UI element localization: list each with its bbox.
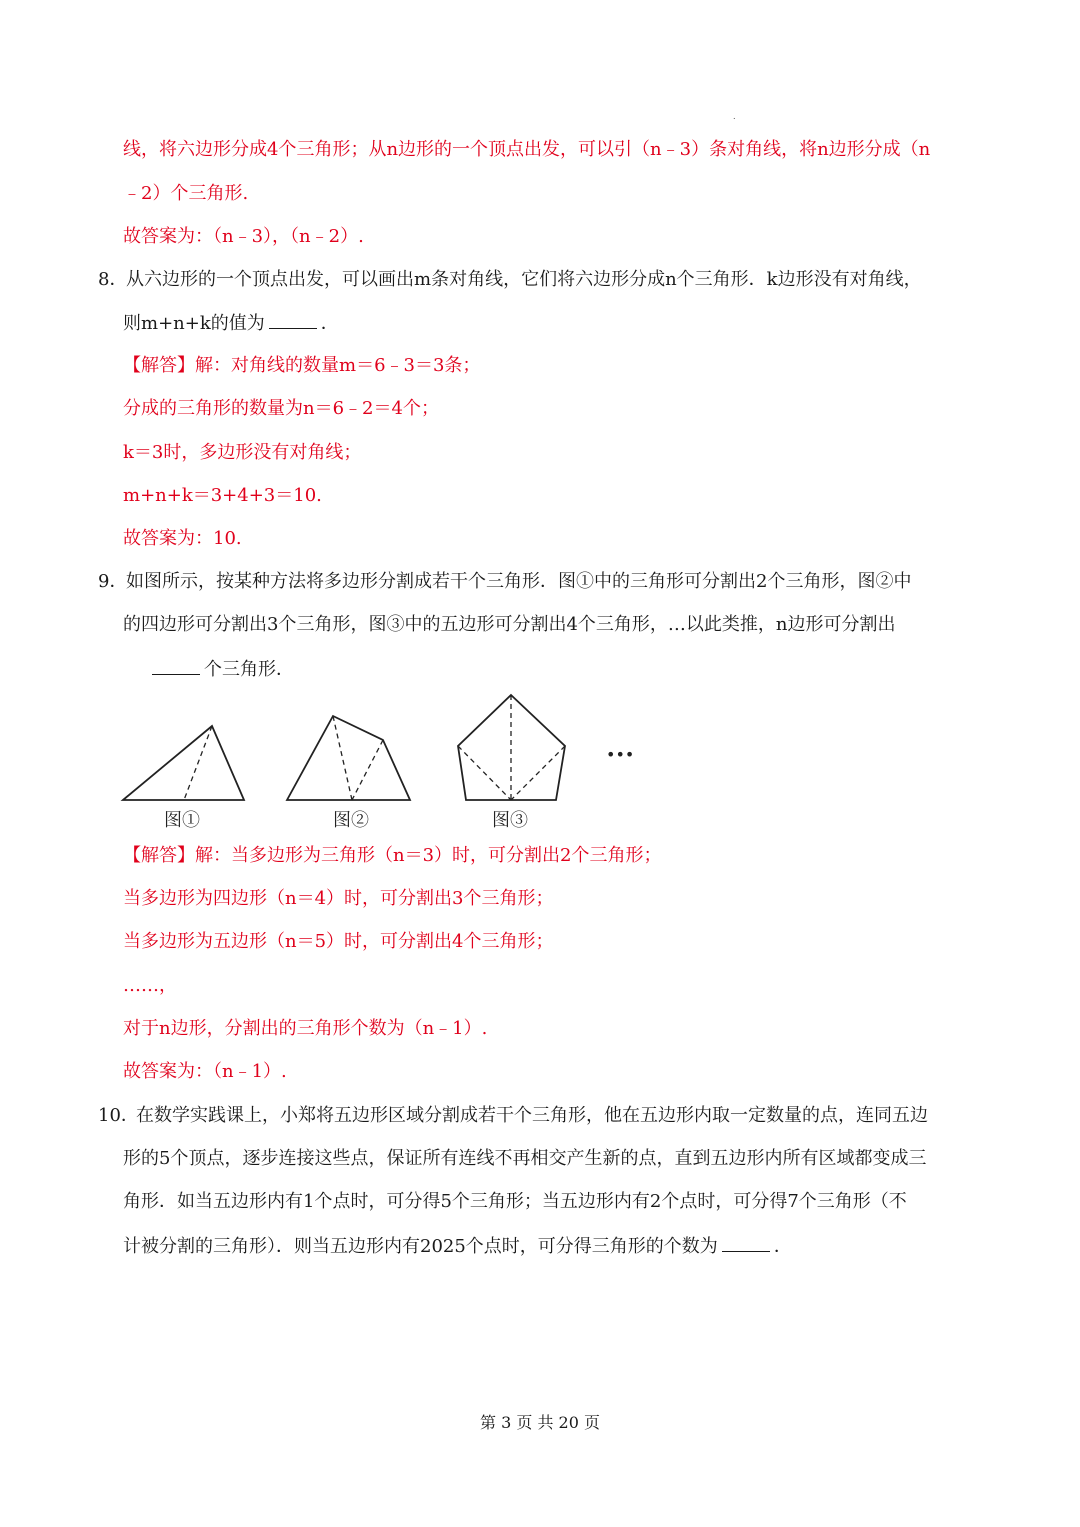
q10-text-line-4	[123, 1233, 792, 1260]
polygon-figures	[118, 690, 635, 835]
q9-text-line-3	[148, 656, 294, 683]
scan-dot: .	[733, 112, 736, 121]
q10-text-line-3: 角形．如当五边形内有1个点时，可分得5个三角形；当五边形内有2个点时，可分得7个三角形（不	[123, 1191, 907, 1212]
figure-1-triangle	[123, 726, 244, 800]
q10-text-line-1: 在数学实践课上，小郑将五边形区域分割成若干个三角形，他在五边形内取一定数量的点，连同五边	[136, 1105, 928, 1126]
q9-text-line-2: 的四边形可分割出3个三角形，图③中的五边形可分割出4个三角形，…以此类推，n边形可分割出	[123, 614, 896, 635]
prev-solution-line-1: 线，将六边形分成4个三角形；从n边形的一个顶点出发，可以引（n﹣3）条对角线，将n边形分成（n	[123, 139, 931, 160]
q9-text-line-1: 如图所示，按某种方法将多边形分割成若干个三角形．图①中的三角形可分割出2个三角形，图②中	[126, 571, 912, 592]
q8-solution-line-1: 【解答】解：对角线的数量m＝6﹣3＝3条；	[123, 355, 481, 376]
q9-answer-blank	[152, 656, 200, 675]
q8-text-line-1: 从六边形的一个顶点出发，可以画出m条对角线，它们将六边形分成n个三角形．k边形没有对角线，	[126, 269, 922, 290]
q8-number: 8．	[98, 269, 128, 290]
q9-solution-line-1: 【解答】解：当多边形为三角形（n＝3）时，可分割出2个三角形；	[123, 845, 662, 866]
q10-text-line-2: 形的5个顶点，逐步连接这些点，保证所有连线不再相交产生新的点，直到五边形内所有区域都变成三	[123, 1148, 927, 1169]
figure-2-quadrilateral	[287, 716, 410, 800]
q10-line4-post: ．	[773, 1236, 792, 1257]
q9-solution-line-4: ……，	[123, 975, 177, 996]
q8-answer-blank	[269, 310, 317, 329]
page-footer: 第 3 页 共 20 页	[480, 1413, 600, 1432]
prev-answer: 故答案为：（n﹣3），（n﹣2）.	[123, 226, 364, 247]
prev-solution-line-2: ﹣2）个三角形.	[123, 183, 249, 204]
q9-answer: 故答案为：（n﹣1）.	[123, 1061, 287, 1082]
figure-1-label: 图①	[164, 810, 200, 831]
q8-text-line-2	[123, 310, 339, 337]
q10-line4-pre: 计被分割的三角形）．则当五边形内有2025个点时，可分得三角形的个数为	[123, 1236, 718, 1257]
figure-3-label: 图③	[492, 810, 528, 831]
q9-line3-post: 个三角形．	[204, 659, 294, 680]
q9-number: 9．	[98, 571, 128, 592]
figure-3-pentagon	[458, 695, 565, 800]
q9-solution-line-5: 对于n边形，分割出的三角形个数为（n﹣1）.	[123, 1018, 488, 1039]
q9-solution-line-2: 当多边形为四边形（n＝4）时，可分割出3个三角形；	[123, 888, 554, 909]
q8-line2-pre: 则m+n+k的值为	[123, 313, 265, 334]
q8-solution-line-4: m+n+k＝3+4+3＝10.	[123, 485, 322, 506]
q10-number: 10．	[98, 1105, 139, 1126]
q9-solution-line-3: 当多边形为五边形（n＝5）时，可分割出4个三角形；	[123, 931, 554, 952]
q8-solution-line-3: k＝3时，多边形没有对角线；	[123, 442, 362, 463]
q8-solution-line-2: 分成的三角形的数量为n＝6﹣2＝4个；	[123, 398, 439, 419]
figure-ellipsis: •••	[606, 745, 635, 764]
q10-answer-blank	[722, 1233, 770, 1252]
q8-line2-post: ．	[320, 313, 339, 334]
figure-2-label: 图②	[333, 810, 369, 831]
q8-answer: 故答案为：10.	[123, 528, 242, 549]
